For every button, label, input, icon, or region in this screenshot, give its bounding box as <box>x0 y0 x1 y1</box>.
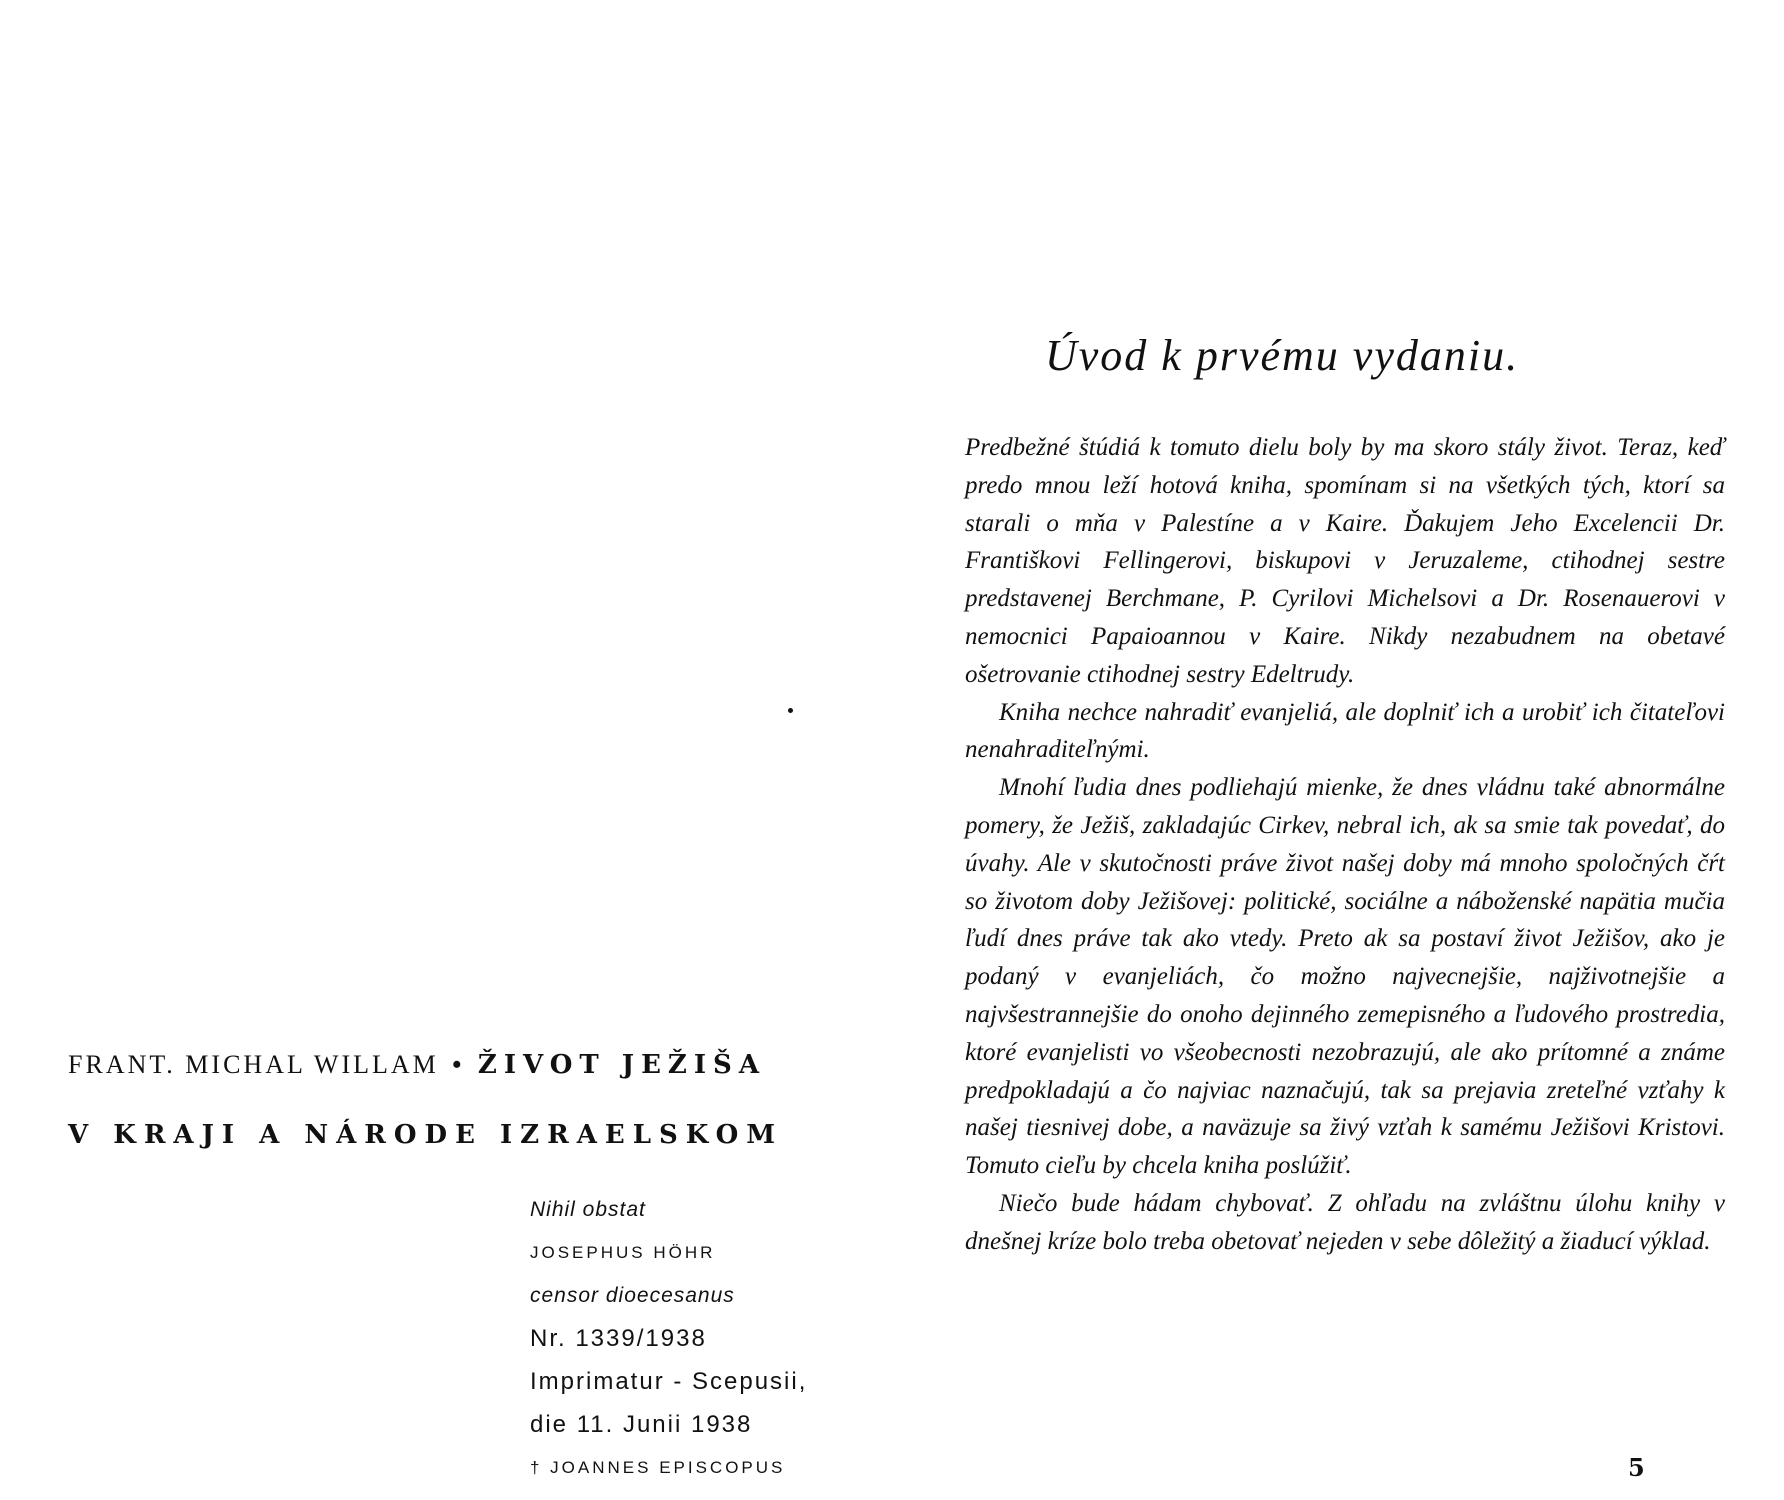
paragraph: Niečo bude hádam chybovať. Z ohľadu na zvláštnu úlohu knihy v dnešnej kríze bolo treba obetovať nejeden v sebe dôležitý a žiaducí výklad. <box>965 1189 1725 1255</box>
bishop-signature: † JOANNES EPISCOPUS <box>530 1458 786 1477</box>
censor-name: JOSEPHUS HÖHR <box>530 1243 716 1262</box>
paragraph: Kniha nechce nahradiť evanjeliá, ale doplniť ich a urobiť ich čitateľovi nenahraditeľnými. <box>965 698 1725 764</box>
approval-number: Nr. 1339/1938 <box>530 1325 707 1352</box>
imprimatur-block <box>530 1188 870 1489</box>
book-title-part-2: V KRAJI A NÁRODE IZRAELSKOM <box>68 1120 784 1150</box>
author-name: FRANT. MICHAL WILLAM <box>68 1050 439 1079</box>
paragraph: Mnohí ľudia dnes podliehajú mienke, že dnes vládnu také abnormálne pomery, že Ježiš, zakladajúc Cirkev, nebral ich, ak sa smie tak povedať, do úvahy. Ale v skutočnosti práve život našej doby má mnoho spoločných čŕt so životom doby Ježišovej: politické, sociálne a náboženské napätia mučia ľudí dnes práve tak ako vtedy. Preto ak sa postaví život Ježišov, ako je podaný v evanjeliách, čo možno najvecnejšie, najživotnejšie a najvšestrannejšie do onoho dejinného zemepisného a ľudového prostredia, ktoré evanjelisti vo všeobecnosti nezobrazujú, ale ako prítomné a známe predpokladajú a čo najviac naznačujú, tak sa prejavia zreteľné vzťahy k našej tiesnivej dobe, a naväzuje sa živý vzťah k samému Ježišovi Kristovi. Tomuto cieľu by chcela kniha poslúžiť. <box>965 774 1725 1180</box>
ink-speck <box>788 708 793 713</box>
page-number: 5 <box>1628 1453 1645 1482</box>
censor-title: censor dioecesanus <box>530 1284 735 1307</box>
title-separator: • <box>452 1050 465 1079</box>
preface-body <box>965 429 1725 1261</box>
imprimatur-place: Imprimatur - Scepusii, <box>530 1368 808 1395</box>
paragraph: Predbežné štúdiá k tomuto dielu boly by ma skoro stály život. Teraz, keď predo mnou leží hotová kniha, spomínam si na všetkých tých, ktorí sa starali o mňa v Palestíne a v Kaire. Ďakujem Jeho Excelencii Dr. Františkovi Fellingerovi, biskupovi v Jeruzaleme, ctihodnej sestre predstavenej Berchmane, P. Cyrilovi Michelsovi a Dr. Rosenauerovi v nemocnici Papaioannou v Kaire. Nikdy nezabudnem na obetavé ošetrovanie ctihodnej sestry Edeltrudy. <box>965 434 1725 688</box>
imprimatur-date: die 11. Junii 1938 <box>530 1411 753 1438</box>
right-page <box>900 0 1784 1500</box>
nihil-obstat: Nihil obstat <box>530 1198 646 1221</box>
chapter-heading: Úvod k prvému vydaniu. <box>1045 331 1520 380</box>
book-title-part-1: ŽIVOT JEŽIŠA <box>477 1050 767 1080</box>
title-line-author <box>68 1050 766 1080</box>
